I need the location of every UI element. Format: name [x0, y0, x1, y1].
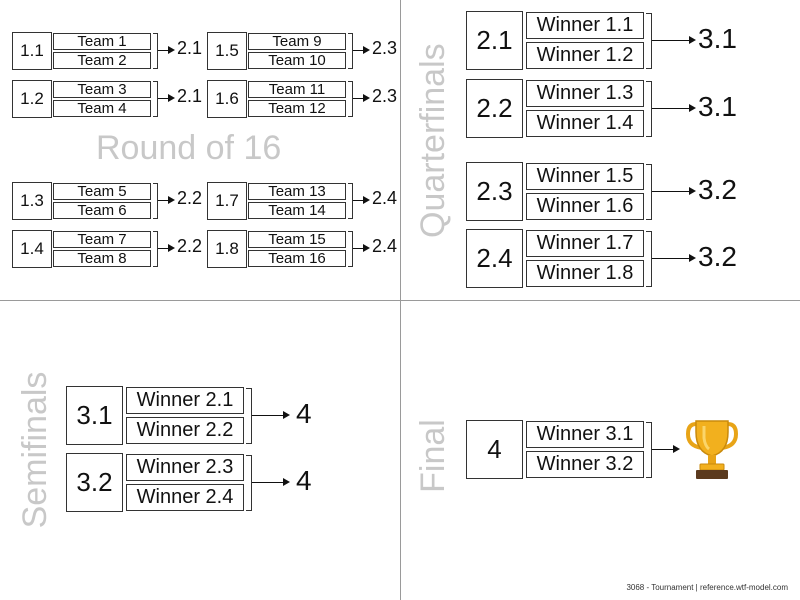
- bracket-line: [153, 183, 158, 219]
- bracket-line: [646, 231, 652, 287]
- team-slot-top: Team 1: [53, 33, 151, 50]
- bracket-line: [348, 33, 353, 69]
- team-slot-top: Team 11: [248, 81, 346, 98]
- match-id: 1.2: [12, 80, 52, 118]
- arrow-right-icon: [158, 50, 173, 51]
- team-slot-bottom: Winner 3.2: [526, 451, 644, 478]
- next-match-id: 2.3: [372, 86, 398, 106]
- match-id: 1.6: [207, 80, 247, 118]
- arrow-right-icon: [252, 482, 288, 483]
- arrow-right-icon: [652, 40, 694, 41]
- team-slot-bottom: Winner 1.2: [526, 42, 644, 69]
- bracket-line: [348, 231, 353, 267]
- bracket-line: [153, 81, 158, 117]
- next-match-id: 2.4: [372, 188, 398, 208]
- team-slot-top: Team 13: [248, 183, 346, 200]
- team-slot-top: Winner 1.5: [526, 163, 644, 190]
- arrow-right-icon: [353, 248, 368, 249]
- team-slot-top: Team 9: [248, 33, 346, 50]
- team-slot-top: Team 7: [53, 231, 151, 248]
- arrow-right-icon: [652, 449, 678, 450]
- final-label: Final: [414, 419, 452, 493]
- team-slot-bottom: Team 16: [248, 250, 346, 267]
- match-id: 1.7: [207, 182, 247, 220]
- arrow-right-icon: [652, 108, 694, 109]
- team-slot-bottom: Team 14: [248, 202, 346, 219]
- semifinals-label: Semifinals: [16, 371, 54, 529]
- match-id: 1.5: [207, 32, 247, 70]
- footer-credit: 3068 - Tournament | reference.wtf-model.com: [626, 583, 788, 592]
- match-id: 2.2: [466, 79, 523, 138]
- horizontal-divider: [0, 300, 800, 301]
- bracket-line: [646, 422, 652, 478]
- next-match-id: 2.1: [177, 38, 203, 58]
- team-slot-top: Winner 1.7: [526, 230, 644, 257]
- arrow-right-icon: [252, 415, 288, 416]
- arrow-right-icon: [652, 258, 694, 259]
- bracket-line: [153, 231, 158, 267]
- round-of-16-label: Round of 16: [96, 129, 282, 167]
- next-match-id: 2.2: [177, 236, 203, 256]
- bracket-line: [646, 13, 652, 69]
- match-id: 4: [466, 420, 523, 479]
- next-match-id: 2.4: [372, 236, 398, 256]
- bracket-line: [646, 81, 652, 137]
- next-match-id: 2.1: [177, 86, 203, 106]
- next-match-id: 3.1: [698, 23, 737, 54]
- match-id: 3.2: [66, 453, 123, 512]
- match-id: 3.1: [66, 386, 123, 445]
- arrow-right-icon: [158, 98, 173, 99]
- team-slot-bottom: Team 6: [53, 202, 151, 219]
- team-slot-top: Team 3: [53, 81, 151, 98]
- team-slot-bottom: Winner 1.4: [526, 110, 644, 137]
- arrow-right-icon: [353, 50, 368, 51]
- match-id: 2.3: [466, 162, 523, 221]
- team-slot-bottom: Team 8: [53, 250, 151, 267]
- arrow-right-icon: [158, 200, 173, 201]
- team-slot-bottom: Winner 1.8: [526, 260, 644, 287]
- next-match-id: 2.2: [177, 188, 203, 208]
- arrow-right-icon: [353, 200, 368, 201]
- team-slot-top: Team 15: [248, 231, 346, 248]
- team-slot-bottom: Winner 2.4: [126, 484, 244, 511]
- arrow-right-icon: [158, 248, 173, 249]
- match-id: 1.1: [12, 32, 52, 70]
- match-id: 2.4: [466, 229, 523, 288]
- team-slot-top: Team 5: [53, 183, 151, 200]
- next-match-id: 3.1: [698, 91, 737, 122]
- team-slot-top: Winner 1.1: [526, 12, 644, 39]
- next-match-id: 4: [296, 398, 312, 429]
- next-match-id: 2.3: [372, 38, 398, 58]
- bracket-line: [348, 183, 353, 219]
- team-slot-bottom: Team 10: [248, 52, 346, 69]
- team-slot-bottom: Team 12: [248, 100, 346, 117]
- match-id: 1.4: [12, 230, 52, 268]
- bracket-line: [646, 164, 652, 220]
- arrow-right-icon: [353, 98, 368, 99]
- bracket-line: [246, 455, 252, 511]
- next-match-id: 3.2: [698, 241, 737, 272]
- bracket-line: [348, 81, 353, 117]
- next-match-id: 4: [296, 465, 312, 496]
- trophy-icon: [684, 418, 740, 482]
- team-slot-top: Winner 1.3: [526, 80, 644, 107]
- match-id: 1.8: [207, 230, 247, 268]
- team-slot-top: Winner 3.1: [526, 421, 644, 448]
- team-slot-bottom: Winner 2.2: [126, 417, 244, 444]
- team-slot-top: Winner 2.1: [126, 387, 244, 414]
- arrow-right-icon: [652, 191, 694, 192]
- match-id: 1.3: [12, 182, 52, 220]
- team-slot-bottom: Winner 1.6: [526, 193, 644, 220]
- bracket-line: [246, 388, 252, 444]
- team-slot-top: Winner 2.3: [126, 454, 244, 481]
- next-match-id: 3.2: [698, 174, 737, 205]
- bracket-line: [153, 33, 158, 69]
- team-slot-bottom: Team 4: [53, 100, 151, 117]
- quarterfinals-label: Quarterfinals: [414, 43, 452, 238]
- match-id: 2.1: [466, 11, 523, 70]
- team-slot-bottom: Team 2: [53, 52, 151, 69]
